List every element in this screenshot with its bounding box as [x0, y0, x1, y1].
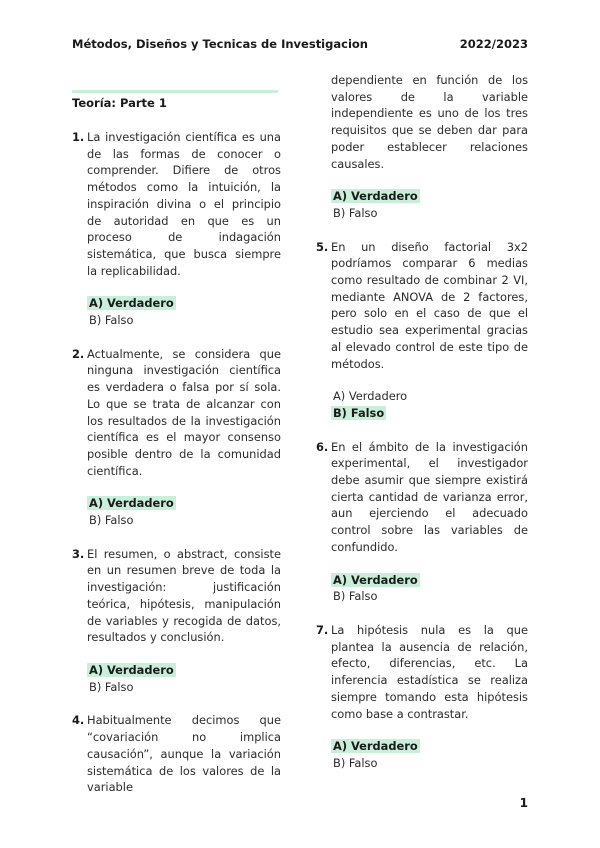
option-b[interactable]: B) Falso — [333, 405, 385, 420]
question-number: 7. — [316, 622, 329, 637]
section-divider — [72, 90, 278, 93]
option-a[interactable]: A) Verdadero — [89, 296, 174, 311]
question-number: 5. — [316, 239, 329, 254]
question-number: 4. — [72, 713, 85, 728]
question-5 — [316, 239, 528, 422]
option-b[interactable]: B) Falso — [333, 205, 378, 220]
question-3 — [72, 546, 281, 696]
question-text: El resumen, o abstract, consiste en un resumen breve de toda la investigación: justificación teórica, hipótesis, manipulación de variables y recogida de datos, resultados y conclusión. — [87, 546, 281, 645]
question-4-continued — [316, 72, 528, 222]
left-column — [72, 129, 281, 796]
question-text: La investigación científica es una de las formas de conocer o comprender. Difiere de otros métodos como la intuición, la inspiración divina o el principio de autoridad en que es un proceso de indagación sistemática, que busca siempre la replicabilidad. — [87, 130, 281, 278]
option-a[interactable]: A) Verdadero — [333, 739, 418, 754]
option-a[interactable]: A) Verdadero — [89, 496, 174, 511]
option-b[interactable]: B) Falso — [333, 755, 378, 770]
section-title: Teoría: Parte 1 — [72, 96, 167, 110]
document-title: Métodos, Diseños y Tecnicas de Investigacion — [72, 37, 368, 51]
question-text-part1: Habitualmente decimos que “covariación no implica causación”, aunque la variación sistemática de los valores de la variable — [87, 713, 281, 795]
option-a[interactable]: A) Verdadero — [333, 189, 418, 204]
question-number: 1. — [72, 130, 85, 144]
academic-year: 2022/2023 — [459, 37, 528, 51]
page-number: 1 — [519, 796, 528, 810]
question-text: En el ámbito de la investigación experimental, el investigador debe asumir que siempre existirá cierta cantidad de varianza error, aun ejerciendo el adecuado control sobre las variables de confundido. — [331, 439, 528, 554]
question-2 — [72, 346, 281, 529]
right-column — [316, 72, 528, 789]
question-number: 3. — [72, 546, 85, 561]
question-text: Actualmente, se considera que ninguna investigación científica es verdadera o falsa por sí sola. Lo que se trata de alcanzar con los resultados de la investigación científica es el mayor consenso posible dentro de la comunidad científica. — [87, 346, 281, 478]
option-a[interactable]: A) Verdadero — [333, 389, 408, 404]
option-b[interactable]: B) Falso — [89, 513, 134, 528]
question-text-part2: dependiente en función de los valores de la variable independiente es uno de los tres requisitos que se deben dar para poder establecer relaciones causales. — [331, 73, 528, 171]
question-4 — [72, 712, 281, 796]
option-b[interactable]: B) Falso — [89, 313, 134, 328]
option-b[interactable]: B) Falso — [89, 679, 134, 694]
question-7 — [316, 622, 528, 772]
question-text: La hipótesis nula es la que plantea la ausencia de relación, efecto, diferencias, etc. La inferencia estadística se realiza siempre tomando esta hipótesis como base a contrastar. — [331, 622, 528, 721]
question-text: En un diseño factorial 3x2 podríamos comparar 6 medias como resultado de combinar 2 VI, mediante ANOVA de 2 factores, pero solo en el caso de que el estudio sea experimental gracias al elevado control de este tipo de métodos. — [331, 239, 528, 371]
question-6 — [316, 439, 528, 605]
question-number: 2. — [72, 346, 85, 361]
option-a[interactable]: A) Verdadero — [333, 572, 418, 587]
page-header — [72, 37, 528, 53]
question-number: 6. — [316, 439, 329, 454]
option-b[interactable]: B) Falso — [333, 589, 378, 604]
option-a[interactable]: A) Verdadero — [89, 662, 174, 677]
question-1 — [72, 129, 281, 329]
